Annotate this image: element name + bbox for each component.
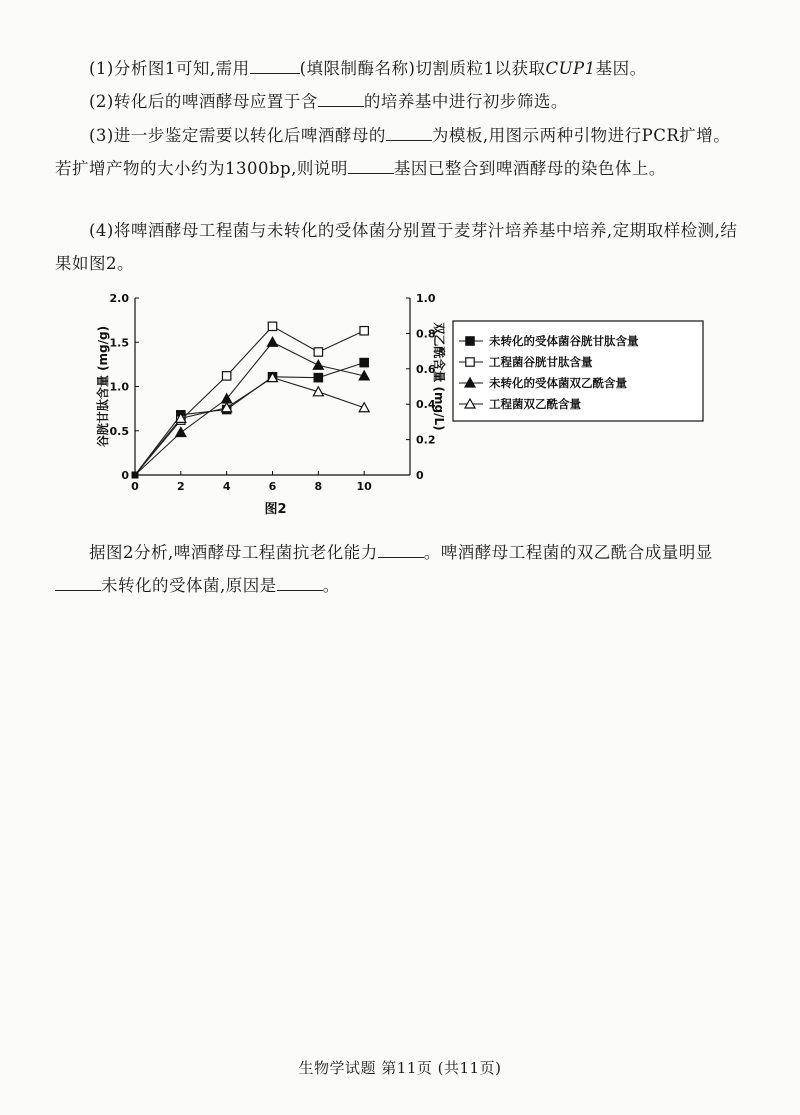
q1-gene-name: CUP1 bbox=[545, 59, 596, 78]
series-line-2 bbox=[135, 326, 364, 475]
analysis-answer-blank-2[interactable] bbox=[55, 572, 101, 591]
chart-svg bbox=[85, 283, 705, 523]
series-line-3 bbox=[135, 342, 364, 475]
legend-label-4: 工程菌双乙酰含量 bbox=[489, 397, 581, 411]
analysis-text-d: 。 bbox=[322, 576, 340, 595]
right-y-tick-label: 0.8 bbox=[416, 327, 436, 341]
right-y-axis-title: 双乙酰含量 (mg/L) bbox=[432, 322, 446, 431]
series-1-point bbox=[360, 358, 368, 366]
q2-text-a: (2)转化后的啤酒酵母应置于含 bbox=[89, 92, 318, 111]
x-tick-label: 8 bbox=[314, 480, 323, 493]
legend-marker-2 bbox=[466, 358, 474, 366]
legend-label-3: 未转化的受体菌双乙酰含量 bbox=[489, 376, 627, 390]
analysis-text-a: 据图2分析,啤酒酵母工程菌抗老化能力 bbox=[89, 543, 378, 562]
right-y-tick-label: 0 bbox=[416, 469, 424, 482]
q1-text-c: 基因。 bbox=[595, 59, 647, 78]
question-1 bbox=[55, 52, 740, 85]
series-2-point bbox=[222, 372, 230, 380]
left-y-tick-label: 1.0 bbox=[109, 380, 129, 394]
series-4-point bbox=[313, 387, 323, 396]
q3-text-a: (3)进一步鉴定需要以转化后啤酒酵母的 bbox=[89, 126, 386, 145]
analysis-text-c: 未转化的受体菌,原因是 bbox=[101, 576, 277, 595]
x-tick-label: 0 bbox=[131, 480, 139, 493]
series-1-point bbox=[314, 373, 322, 381]
left-y-tick-label: 0 bbox=[121, 469, 129, 482]
question-2 bbox=[55, 85, 740, 118]
q3-text-c: 基因已整合到啤酒酵母的染色体上。 bbox=[393, 159, 666, 178]
q2-answer-blank[interactable] bbox=[318, 88, 364, 107]
right-y-tick-label: 0.4 bbox=[416, 398, 436, 412]
figure-2 bbox=[85, 283, 705, 527]
legend-marker-1 bbox=[466, 337, 474, 345]
q1-answer-blank[interactable] bbox=[250, 55, 300, 74]
q1-text-b: (填限制酶名称)切割质粒1以获取 bbox=[299, 59, 546, 78]
x-tick-label: 10 bbox=[356, 480, 372, 493]
origin-point bbox=[132, 472, 139, 479]
left-y-axis-title: 谷胱甘肽含量 (mg/g) bbox=[96, 325, 110, 448]
left-y-tick-label: 1.5 bbox=[109, 336, 129, 350]
page-footer: 生物学试题 第11页 (共11页) bbox=[298, 1059, 502, 1077]
series-3-point bbox=[268, 337, 278, 346]
q3-answer-blank-2[interactable] bbox=[348, 155, 394, 174]
right-y-tick-label: 0.6 bbox=[416, 362, 436, 376]
series-3-point bbox=[176, 428, 186, 437]
question-4 bbox=[55, 214, 740, 280]
analysis-answer-blank-1[interactable] bbox=[378, 539, 424, 558]
right-y-tick-label: 0.2 bbox=[416, 433, 436, 447]
series-line-1 bbox=[135, 363, 364, 475]
q4-text: (4)将啤酒酵母工程菌与未转化的受体菌分别置于麦芽汁培养基中培养,定期取样检测,结果如图2。 bbox=[55, 221, 738, 273]
x-tick-label: 6 bbox=[268, 480, 277, 493]
series-line-4 bbox=[135, 378, 364, 475]
series-4-point bbox=[359, 403, 369, 412]
q3-text-b: 为模板,用图示两种引物进行PCR扩增。若扩增产物的大小约为1300bp,则说明 bbox=[55, 126, 731, 178]
legend-label-1: 未转化的受体菌谷胱甘肽含量 bbox=[489, 334, 639, 348]
analysis-question bbox=[55, 536, 740, 602]
series-2-point bbox=[360, 327, 368, 335]
left-y-tick-label: 2.0 bbox=[109, 292, 129, 305]
legend-label-2: 工程菌谷胱甘肽含量 bbox=[489, 355, 593, 369]
x-tick-label: 4 bbox=[222, 480, 231, 493]
series-2-point bbox=[268, 322, 276, 330]
analysis-answer-blank-3[interactable] bbox=[277, 572, 323, 591]
x-tick-label: 2 bbox=[177, 480, 185, 493]
right-y-tick-label: 1.0 bbox=[416, 292, 436, 305]
left-y-tick-label: 0.5 bbox=[109, 424, 129, 438]
figure-caption: 图2 bbox=[264, 502, 287, 517]
series-2-point bbox=[314, 348, 322, 356]
analysis-text-b: 。啤酒酵母工程菌的双乙酰合成量明显 bbox=[423, 543, 713, 562]
q2-text-b: 的培养基中进行初步筛选。 bbox=[363, 92, 568, 111]
question-3 bbox=[55, 119, 740, 185]
q1-text-a: (1)分析图1可知,需用 bbox=[89, 59, 250, 78]
series-3-point bbox=[313, 360, 323, 369]
q3-answer-blank-1[interactable] bbox=[386, 122, 432, 141]
